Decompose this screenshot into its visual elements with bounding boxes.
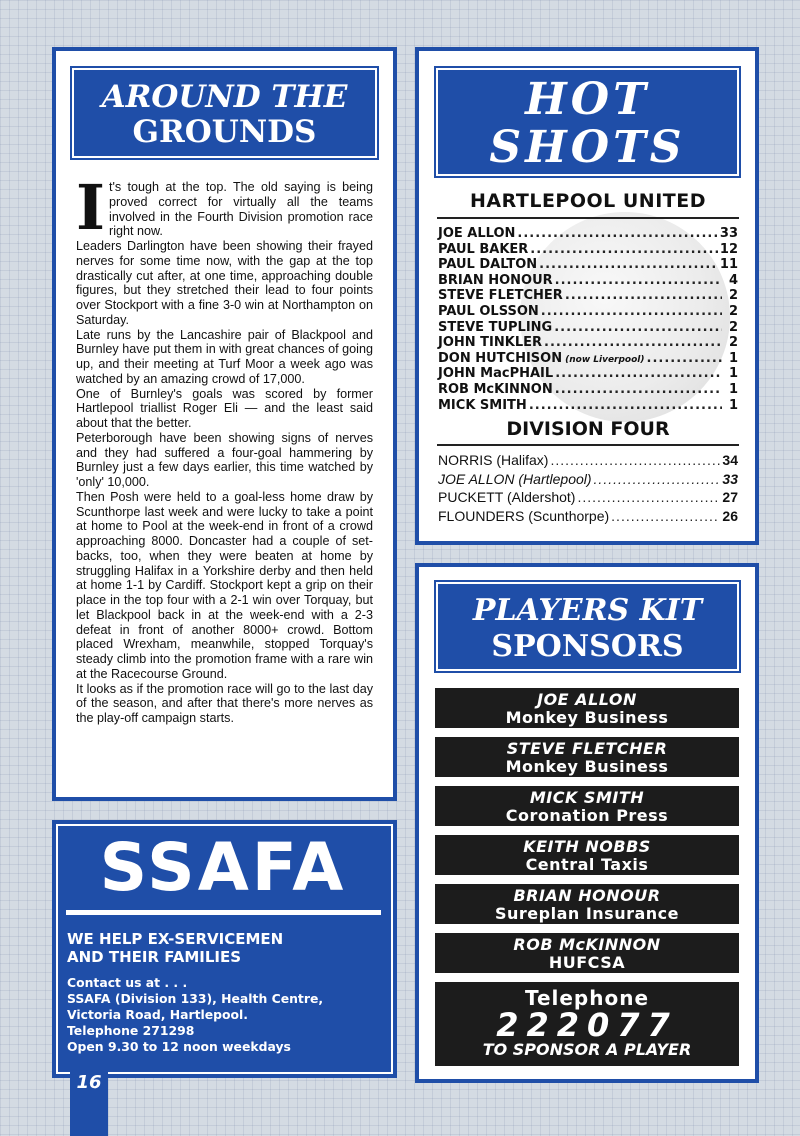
scorer-row	[438, 382, 738, 398]
scorer-goals: 1	[728, 350, 738, 366]
division-heading: DIVISION FOUR	[506, 418, 670, 440]
leader-dots	[541, 304, 722, 319]
club-heading: HARTLEPOOL UNITED	[470, 190, 706, 212]
sponsored-player: MICK SMITH	[529, 788, 645, 807]
kit-sponsors-title-line2: SPONSORS	[491, 629, 684, 664]
leader-dots	[544, 335, 722, 350]
scorer-name: JOHN TINKLER	[438, 335, 543, 351]
article-paragraph: Leaders Darlington have been showing their frayed nerves for some time now, with the gap at the top drastically cut after, at one time, approaching double figures, but they stretched their lead to four points over Stockport with a fine 3-0 win at Northampton on Saturday.	[76, 239, 373, 327]
kit-sponsor-box	[435, 933, 739, 973]
sponsored-player: BRIAN HONOUR	[513, 886, 661, 905]
scorer-note: (now Liverpool)	[565, 354, 645, 365]
scorer-goals: 1	[728, 382, 738, 397]
scorer-row	[438, 366, 738, 382]
hot-shots-title-line1: HOT	[525, 74, 650, 125]
division-scorer-name: JOE ALLON (Hartlepool)	[438, 470, 592, 487]
division-scorer-goals: 26	[722, 507, 738, 524]
page-number: 16	[76, 1072, 102, 1093]
scorer-name: PAUL BAKER	[438, 241, 529, 257]
scorer-name: DON HUTCHISON	[438, 350, 563, 366]
kit-sponsor-box	[435, 835, 739, 875]
ssafa-contact-line: Telephone 271298	[67, 1023, 195, 1038]
sponsor-name: HUFCSA	[548, 953, 626, 972]
scorer-goals: 12	[719, 241, 738, 257]
division-scorer-goals: 27	[722, 489, 738, 505]
leader-dots	[611, 508, 720, 524]
division-scorer-name: NORRIS (Halifax)	[438, 452, 549, 468]
scorer-goals: 4	[728, 272, 738, 288]
scorer-row	[438, 273, 738, 289]
article-paragraph: Then Posh were held to a goal-less home draw by Scunthorpe last week and were lucky to take a point at home to Pool at the week-end in front of a crowd approaching 8000. Doncaster had a couple of set-backs, too, when they were beaten at home by struggling Halifax in a Yorkshire derby and then held at home 1-1 by Cardiff. Stockport kept a grip on their place in the top four with a 2-1 win over Torquay, but let Blackpool back in at the week-end with a 2-3 defeat in front of another 8000+ crowd. Bottom placed Wrexham, meanwhile, stopped Torquay's steady climb into the promotion frame with a rare win at the Racecourse Ground.	[76, 489, 373, 681]
sponsor-name: Coronation Press	[505, 806, 669, 825]
ssafa-tagline-line1: WE HELP EX-SERVICEMEN	[67, 930, 284, 948]
leader-dots	[554, 320, 722, 335]
scorer-name: BRIAN HONOUR	[438, 272, 553, 288]
scorer-row	[438, 257, 738, 273]
kit-sponsors-title	[436, 582, 739, 671]
scorer-name: ROB McKINNON	[438, 382, 553, 397]
ssafa-contact-line: SSAFA (Division 133), Health Centre,	[67, 991, 324, 1006]
telephone-box	[435, 982, 739, 1066]
article-paragraph: Peterborough have been showing signs of nerves and they had suffered a four-goal hammering by Burnley just a few days earlier, this time watched by 'only' 10,000.	[76, 430, 373, 489]
scorer-goals: 1	[728, 397, 738, 413]
ssafa-contact	[67, 975, 387, 1055]
leader-dots	[555, 273, 722, 288]
hot-shots-title	[436, 68, 739, 176]
scorer-name: JOHN MacPHAIL	[438, 366, 554, 382]
leader-dots	[555, 382, 722, 397]
drop-cap: I	[76, 171, 106, 244]
scorer-row	[438, 320, 738, 336]
division-scorer-goals: 34	[722, 452, 738, 468]
division-scorer-row	[438, 452, 738, 468]
hot-shots-title-line2: SHOTS	[489, 122, 686, 173]
division-scorer-row	[438, 489, 738, 505]
ssafa-contact-line: Open 9.30 to 12 noon weekdays	[67, 1039, 291, 1054]
leader-dots	[555, 366, 722, 381]
leader-dots	[539, 257, 718, 272]
scorer-name: JOE ALLON	[438, 226, 516, 241]
leader-dots	[530, 242, 718, 257]
scorer-row	[438, 288, 738, 304]
article-paragraph: It looks as if the promotion race will go to the last day of the season, and after that there's more nerves as the play-off campaign starts.	[76, 681, 373, 725]
scorer-row	[438, 304, 738, 320]
scorer-name: STEVE FLETCHER	[438, 288, 563, 304]
sponsor-name: Sureplan Insurance	[494, 904, 680, 923]
kit-sponsors-title-line1: PLAYERS KIT	[472, 593, 703, 628]
division-scorer-row	[438, 508, 738, 524]
leader-dots	[647, 351, 723, 366]
scorer-row	[438, 226, 738, 242]
ssafa-contact-line: Contact us at . . .	[67, 975, 188, 990]
scorer-name: STEVE TUPLING	[438, 319, 553, 335]
article-paragraph: One of Burnley's goals was scored by former Hartlepool triallist Roger Eli — and the least said about that the better.	[76, 386, 373, 430]
kit-sponsor-box	[435, 737, 739, 777]
telephone-number: 222077	[496, 1006, 678, 1044]
sponsor-cta: TO SPONSOR A PLAYER	[482, 1040, 692, 1059]
kit-sponsor-box	[435, 884, 739, 924]
scorer-row	[438, 242, 738, 258]
scorer-row	[438, 335, 738, 351]
division-scorer-name: FLOUNDERS (Scunthorpe)	[438, 507, 610, 524]
kit-sponsor-box	[435, 786, 739, 826]
division-scorer-row	[438, 471, 738, 487]
scorer-goals: 11	[719, 257, 738, 273]
ssafa-divider	[66, 910, 381, 915]
scorer-name: PAUL DALTON	[438, 257, 538, 273]
ssafa-logo: SSAFA	[99, 829, 347, 906]
division-scorer-name: PUCKETT (Aldershot)	[438, 489, 576, 505]
leader-dots	[517, 226, 718, 241]
scorer-goals: 2	[728, 335, 738, 351]
leader-dots	[565, 288, 722, 303]
sponsor-name: Monkey Business	[505, 757, 669, 776]
scorer-goals: 1	[728, 366, 738, 382]
scorer-row	[438, 351, 738, 367]
leader-dots	[594, 471, 721, 487]
article-paragraph: Late runs by the Lancashire pair of Blackpool and Burnley have put them in with great chances of going up, and their meeting at Turf Moor a week ago was watched by an amazing crowd of 17,000.	[76, 327, 373, 386]
sponsored-player: JOE ALLON	[537, 690, 637, 709]
scorer-row	[438, 398, 738, 414]
leader-dots	[550, 452, 720, 468]
ssafa-tagline-line2: AND THEIR FAMILIES	[67, 948, 242, 966]
divider-rule	[437, 444, 739, 446]
scorer-goals: 2	[728, 304, 738, 319]
sponsored-player: STEVE FLETCHER	[506, 739, 668, 758]
leader-dots	[577, 489, 720, 505]
ssafa-contact-line: Victoria Road, Hartlepool.	[67, 1007, 249, 1022]
article-paragraph: t's tough at the top. The old saying is being proved correct for virtually all the teams involved in the Fourth Division promotion race right now.	[109, 180, 373, 239]
scorer-name: MICK SMITH	[438, 397, 527, 413]
sponsor-name: Central Taxis	[525, 855, 649, 874]
ssafa-tagline	[67, 930, 387, 966]
division-scorer-goals: 33	[722, 470, 738, 487]
leader-dots	[529, 398, 722, 413]
scorer-name: PAUL OLSSON	[438, 304, 539, 319]
sponsored-player: ROB McKINNON	[513, 935, 661, 954]
sponsor-name: Monkey Business	[505, 708, 669, 727]
article-body	[76, 171, 373, 726]
around-the-grounds-title-line1: AROUND THE	[101, 79, 348, 115]
scorer-goals: 33	[719, 226, 738, 241]
sponsored-player: KEITH NOBBS	[523, 837, 651, 856]
kit-sponsor-box	[435, 688, 739, 728]
telephone-label: Telephone	[524, 986, 650, 1010]
scorer-goals: 2	[728, 319, 738, 335]
divider-rule	[437, 217, 739, 219]
around-the-grounds-title-line2: GROUNDS	[132, 114, 317, 150]
scorer-goals: 2	[728, 288, 738, 304]
around-the-grounds-title	[72, 68, 377, 158]
